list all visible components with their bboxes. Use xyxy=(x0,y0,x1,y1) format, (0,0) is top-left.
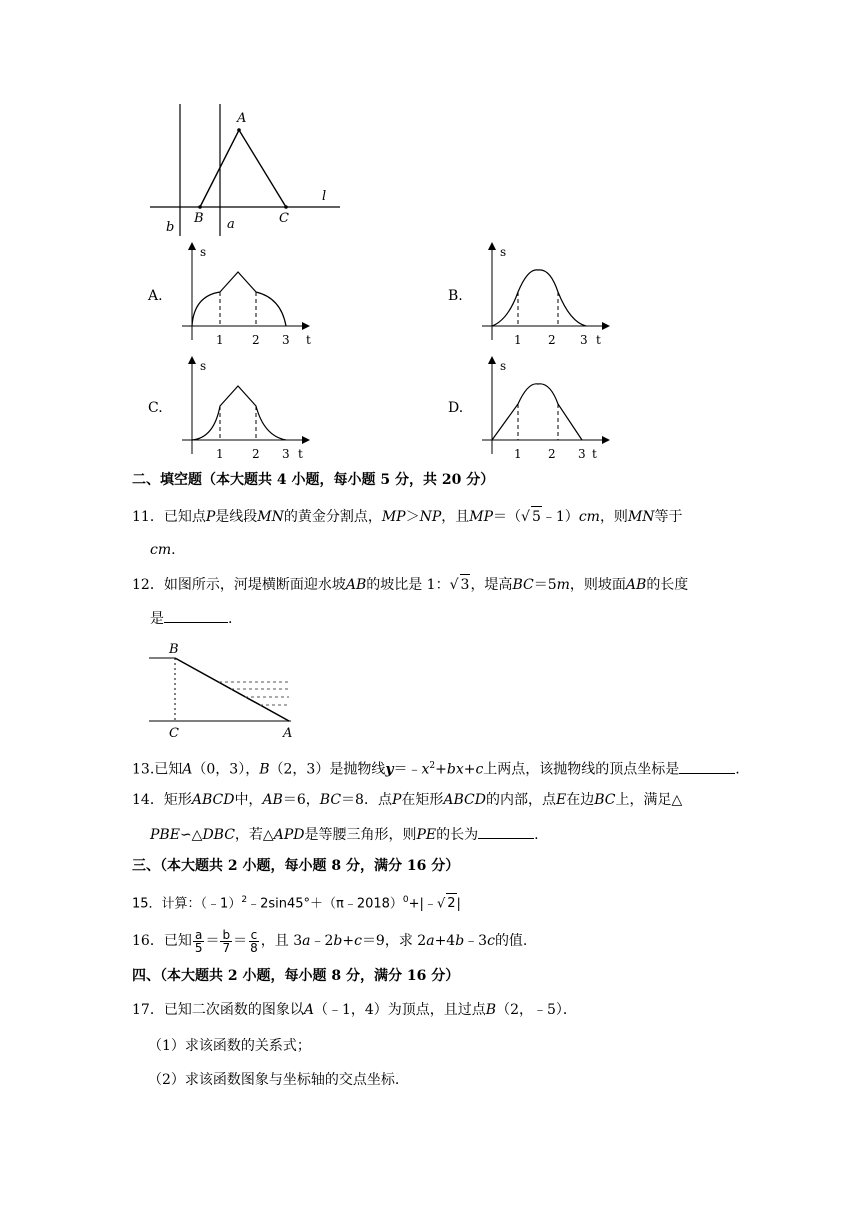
fraction-c-8: $\frac{c}{8}$ xyxy=(250,927,258,955)
question-14: 14．矩形ABCD中，AB＝6，BC＝8．点P在矩形ABCD的内部，点E在边BC上，满足△ xyxy=(132,792,683,808)
option-b-label: B. xyxy=(448,288,463,304)
label-b: b xyxy=(166,220,175,235)
tick-2: 2 xyxy=(252,447,260,461)
question-14-cont: PBE∽△DBC，若△APD是等腰三角形，则PE的长为 . xyxy=(150,824,860,845)
triangle-figure xyxy=(150,100,350,240)
tick-1: 1 xyxy=(514,447,522,461)
tick-3: 3 xyxy=(282,333,290,347)
section-4-title: 四、（本大题共 2 小题，每小题 8 分，满分 16 分） xyxy=(132,968,460,984)
tick-3: 3 xyxy=(578,447,586,461)
tick-3: 3 xyxy=(580,333,588,347)
question-17-part-2: （2）求该函数图象与坐标轴的交点坐标. xyxy=(148,1072,400,1088)
question-number: 12． xyxy=(132,577,164,593)
option-c-label: C. xyxy=(148,400,163,416)
section-3-title: 三、（本大题共 2 小题，每小题 8 分，满分 16 分） xyxy=(132,858,460,874)
question-12-cont: 是 . xyxy=(150,608,860,629)
option-d-label: D. xyxy=(448,400,464,416)
question-13: 13.已知A（0，3），B（2，3）是抛物线$y=﹣x^2+bx+c$上两点，该抛物线的顶点坐标是 . xyxy=(132,756,860,780)
fraction-a-5: $\frac{a}{5}$ xyxy=(194,927,203,955)
axis-t-label: t xyxy=(592,447,597,461)
question-16: 16．已知 $\frac{a}{5}$ ＝ $\frac{b}{7}$ ＝ $\frac{c}{8}$ ，且 3a﹣2b+c＝9，求 2a+4b﹣3c的值. xyxy=(132,927,528,955)
option-b-graph xyxy=(478,240,623,352)
label-a: a xyxy=(227,217,235,232)
question-number: 13. xyxy=(132,761,155,778)
tick-2: 2 xyxy=(548,447,556,461)
tick-2: 2 xyxy=(548,333,556,347)
option-a-graph xyxy=(178,240,323,352)
axis-s-label: s xyxy=(200,245,207,259)
tick-2: 2 xyxy=(252,333,260,347)
question-number: 16． xyxy=(132,933,164,949)
label-C: C xyxy=(169,726,179,740)
label-A: A xyxy=(283,726,293,740)
sqrt-symbol: √ xyxy=(521,509,530,525)
label-B: B xyxy=(169,642,179,657)
question-number: 11． xyxy=(132,509,164,525)
answer-blank[interactable] xyxy=(164,608,228,623)
sqrt-symbol: √ xyxy=(436,896,446,912)
label-B: B xyxy=(194,211,204,226)
axis-s-label: s xyxy=(500,359,507,373)
question-11: 11．已知点P是线段MN的黄金分割点，MP＞NP，且MP＝（√ 5﹣1）cm，则MN等于 xyxy=(132,506,860,527)
option-d-graph xyxy=(478,354,623,466)
question-15: 15．计算：（﹣1）$^2$﹣2sin45°＋（π﹣2018）$^0$+|﹣√ 2| xyxy=(132,890,860,914)
answer-blank[interactable] xyxy=(478,824,534,839)
axis-s-label: s xyxy=(500,245,507,259)
axis-s-label: s xyxy=(200,359,207,373)
axis-t-label: t xyxy=(306,333,311,347)
bank-figure xyxy=(145,640,295,740)
question-17: 17．已知二次函数的图象以A（﹣1，4）为顶点，且过点B（2，﹣5）． xyxy=(132,1002,577,1018)
question-17-part-1: （1）求该函数的关系式； xyxy=(148,1038,311,1054)
label-C: C xyxy=(279,211,289,226)
option-a-label: A. xyxy=(148,288,163,304)
tick-1: 1 xyxy=(216,447,224,461)
tick-3: 3 xyxy=(282,447,290,461)
question-11-cont: cm. xyxy=(150,542,176,558)
axis-t-label: t xyxy=(298,447,303,461)
question-number: 15． xyxy=(132,896,162,912)
question-number: 14． xyxy=(132,792,164,808)
section-2-title: 二、填空题（本大题共 4 小题，每小题 5 分，共 20 分） xyxy=(132,472,495,488)
question-12: 12．如图所示，河堤横断面迎水坡AB的坡比是 1：√ 3，堤高BC＝5m，则坡面AB的长度 xyxy=(132,574,860,595)
axis-t-label: t xyxy=(596,333,601,347)
label-A: A xyxy=(237,111,247,126)
tick-1: 1 xyxy=(216,333,224,347)
tick-1: 1 xyxy=(514,333,522,347)
sqrt-symbol: √ xyxy=(449,577,459,593)
question-number: 17． xyxy=(132,1002,164,1018)
fraction-b-7: $\frac{b}{7}$ xyxy=(222,927,231,955)
option-c-graph xyxy=(178,354,323,466)
answer-blank[interactable] xyxy=(679,759,735,774)
label-l: l xyxy=(322,189,327,204)
